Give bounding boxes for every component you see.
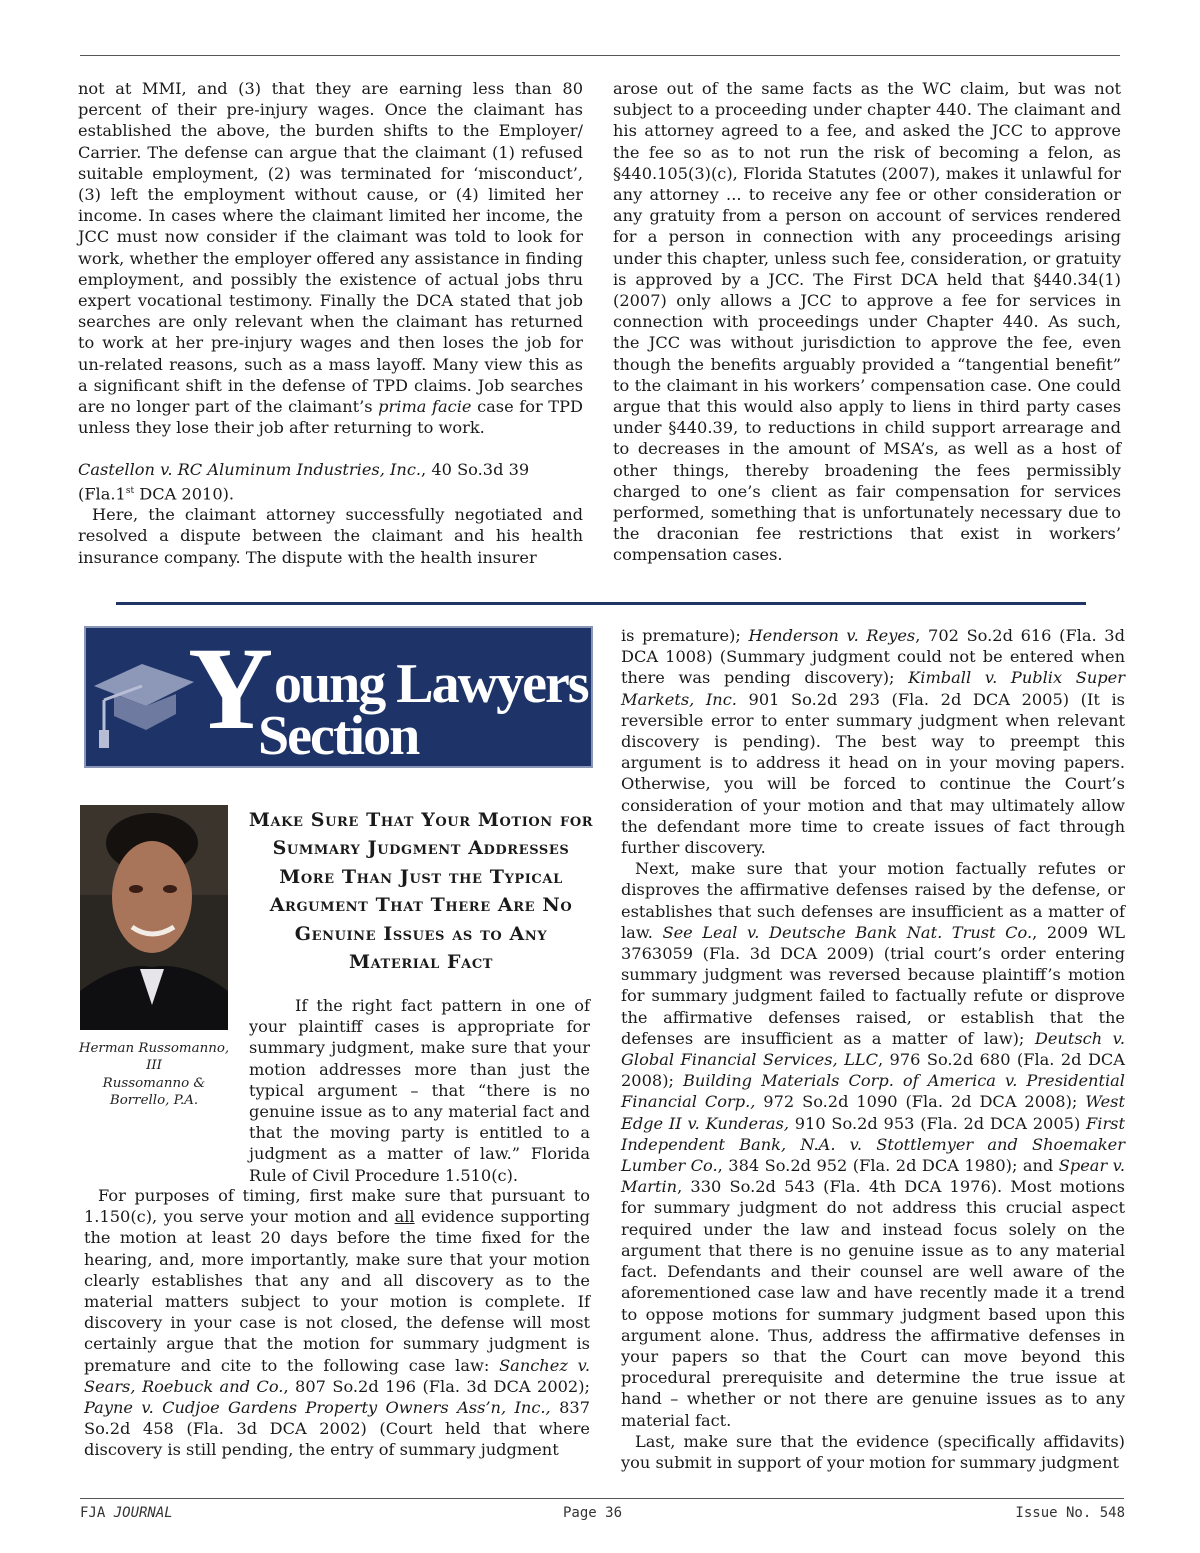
- banner-line-2: Section: [258, 705, 419, 767]
- author-firm: Russomanno & Borrello, P.A.: [102, 1075, 206, 1109]
- footer-page-number: Page 36: [563, 1505, 623, 1521]
- article-right-column: [621, 625, 1125, 1473]
- castellon-paragraph: Here, the claimant attorney successfully negotiated and resolved a dispute between the claimant and his health insurance company. The dispute with the health insurer: [78, 505, 583, 567]
- continued-paragraph: is premature); Henderson v. Reyes, 702 So.2d 616 (Fla. 3d DCA 1008) (Summary judgment could not be entered when there was pending discovery); Kimball v. Publix Super Markets, Inc. 901 So.2d 293 (Fla. 2d DCA 2005) (It is reversible error to enter summary judgment when relevant discovery is pending). The best way to preempt this argument is to address it head on in your moving papers. Otherwise, you will be forced to continue the Court’s consideration of your motion and that may ultimately allow the defendant more time to create issues of fact through further discovery.: [621, 626, 1125, 858]
- banner-initial: Y: [188, 626, 271, 754]
- top-right-column: [613, 78, 1121, 566]
- tpd-paragraph: not at MMI, and (3) that they are earning less than 80 percent of their pre-injury wages. Once the claimant has established the above, the burden shifts to the Employer/ Carrier. The defense can argue that the claimant (1) refused suitable employment, (2) was terminated for ‘misconduct’, (3) left the employment without cause, or (4) limited her income. In cases where the claimant limited her income, the JCC must now consider if the claimant was told to look for work, whether the employer offered any assistance in finding employment, and possibly the existence of actual jobs thru expert vocational testimony. Finally the DCA stated that job searches are only relevant when the claimant has returned to work at her pre-injury wages and then loses the job for un-related reasons, such as a mass layoff. Many view this as a significant shift in the defense of TPD claims. Job searches are no longer part of the claimant’s prima facie case for TPD unless they lose their job after returning to work.: [78, 79, 583, 438]
- timing-paragraph: For purposes of timing, first make sure that pursuant to 1.150(c), you serve your motion and all evidence supporting the motion at least 20 days before the time fixed for the hearing, and, more importantly, make sure that your motion clearly establishes that any and all discovery as to the material matters subject to your motion is complete. If discovery in your case is not closed, the defense will most certainly argue that the motion for summary judgment is premature and cite to the following case law: Sanchez v. Sears, Roebuck and Co., 807 So.2d 196 (Fla. 3d DCA 2002); Payne v. Cudjoe Gardens Property Owners Ass’n, Inc., 837 So.2d 458 (Fla. 3d DCA 2002) (Court held that where discovery is still pending, the entry of summary judgment: [84, 1186, 590, 1460]
- article-intro: [249, 995, 590, 1186]
- fee-paragraph: arose out of the same facts as the WC claim, but was not subject to a proceeding under chapter 440. The claimant and his attorney agreed to a fee, and asked the JCC to approve the fee so as to not run the risk of becoming a felon, as §440.105(3)(c), Florida Statutes (2007), makes it unlawful for any attorney ... to receive any fee or other consideration or any gratuity from a person on account of services rendered for a person in connection with any proceedings arising under this chapter, unless such fee, consideration, or gratuity is approved by a JCC. The First DCA held that §440.34(1) (2007) only allows a JCC to approve a fee for services in connection with proceedings under Chapter 440. As such, the JCC was without jurisdiction to approve the fee, even though the benefits arguably provided a “tangential benefit” to the claimant in his workers’ compensation case. One could argue that this would also apply to liens in third party cases under §440.39, to reductions in child support arrearage and to decreases in the amount of MSA’s, as well as a host of other things, thereby broadening the fees permissibly charged to one’s client as fair compensation for services performed, something that is unfortunately necessary due to the draconian fee restrictions that exist in workers’ compensation cases.: [613, 79, 1121, 565]
- evidence-paragraph: Last, make sure that the evidence (specifically affidavits) you submit in support of your motion for summary judgment: [621, 1431, 1125, 1472]
- castellon-citation: Castellon v. RC Aluminum Industries, Inc., 40 So.3d 39 (Fla.1st DCA 2010).: [78, 460, 530, 504]
- header-rule: [80, 55, 1120, 56]
- author-caption: [76, 1040, 232, 1110]
- footer-publication: FJA JOURNAL: [80, 1505, 173, 1521]
- author-name: Herman Russomanno, III: [78, 1041, 230, 1074]
- article-left-column: [84, 1185, 590, 1461]
- affirmative-defenses-paragraph: Next, make sure that your motion factually refutes or disproves the affirmative defenses raised by the defense, or establishes that such defenses are insufficient as a matter of law. See Leal v. Deutsche Bank Nat. Trust Co., 2009 WL 3763059 (Fla. 3d DCA 2009) (trial court’s order entering summary judgment was reversed because plaintiff’s motion for summary judgment failed to factually refute or disprove the affirmative defenses raised, or establish that the defenses are insufficient as a matter of law); Deutsch v. Global Financial Services, LLC, 976 So.2d 680 (Fla. 2d DCA 2008); Building Materials Corp. of America v. Presidential Financial Corp., 972 So.2d 1090 (Fla. 2d DCA 2008); West Edge II v. Kunderas, 910 So.2d 953 (Fla. 2d DCA 2005) First Independent Bank, N.A. v. Stottlemyer and Shoemaker Lumber Co., 384 So.2d 952 (Fla. 2d DCA 1980); and Spear v. Martin, 330 So.2d 543 (Fla. 4th DCA 1976). Most motions for summary judgment do not address this crucial aspect required under the law and instead focus solely on the argument that there is no genuine issue as to any material fact. Defendants and their counsel are well aware of the aforementioned case law and have recently made it a trend to oppose motions for summary judgment based upon this argument alone. Thus, address the affirmative defenses in your papers so that the Court can move beyond this procedural prerequisite and determine the true issue at hand – whether or not there are genuine issues as to any material fact.: [621, 859, 1126, 1430]
- author-photo: [80, 805, 228, 1030]
- top-left-column: [78, 78, 583, 568]
- banner-line-1: oung Lawyers: [274, 653, 588, 715]
- section-divider: [116, 602, 1086, 605]
- graduation-cap-icon: [90, 642, 200, 752]
- young-lawyers-banner: [84, 626, 593, 768]
- article-headline: Make Sure That Your Motion for Summary Judgment Addresses More Than Just the Typical Argument That There Are No Genuine Issues as to Any Material Fact: [248, 809, 594, 974]
- footer-rule: [80, 1498, 1124, 1499]
- footer-issue-number: Issue No. 548: [1015, 1505, 1125, 1521]
- intro-paragraph: If the right fact pattern in one of your plaintiff cases is appropriate for summary judgment, make sure that your motion addresses more than just the typical argument – that “there is no genuine issue as to any material fact and that the moving party is entitled to a judgment as a matter of law.” Florida Rule of Civil Procedure 1.510(c).: [249, 996, 590, 1185]
